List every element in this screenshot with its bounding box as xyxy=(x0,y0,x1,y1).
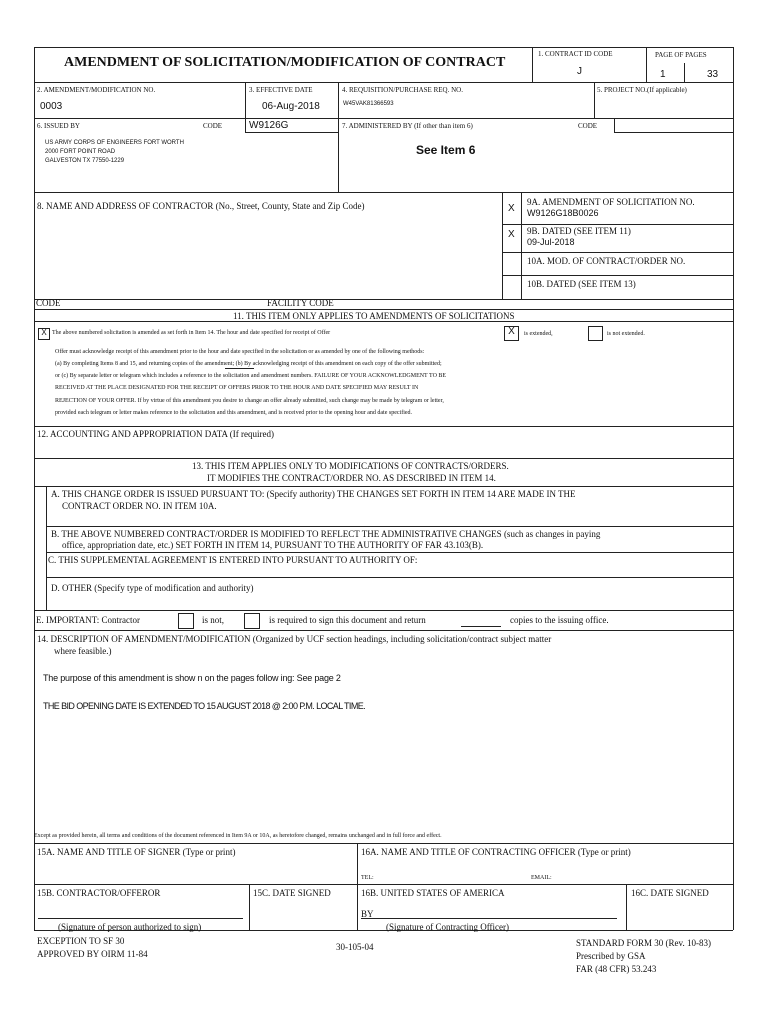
item-13a-text-cont: CONTRACT ORDER NO. IN ITEM 10A. xyxy=(62,501,217,511)
item-10a-label: 10A. MOD. OF CONTRACT/ORDER NO. xyxy=(527,256,686,266)
divider xyxy=(34,192,733,193)
divider xyxy=(34,458,733,459)
approved-label: APPROVED BY OIRM 11-84 xyxy=(37,949,148,959)
item-12-label: 12. ACCOUNTING AND APPROPRIATION DATA (If required) xyxy=(37,429,275,439)
item-13b-text-cont: office, appropriation date, etc.) SET FORTH IN ITEM 14, PURSUANT TO THE AUTHORITY OF FAR 43.103(B). xyxy=(62,540,484,550)
item-13d-text: D. OTHER (Specify type of modification and authority) xyxy=(51,583,254,593)
copies-returned-blank[interactable] xyxy=(225,368,254,369)
issued-code-value: W9126G xyxy=(249,120,289,131)
form-number: 30-105-04 xyxy=(336,942,374,952)
extended-checkbox[interactable] xyxy=(504,326,519,341)
checkbox-mark: X xyxy=(508,326,515,337)
contract-id-label: 1. CONTRACT ID CODE xyxy=(538,50,613,58)
email-label: EMAIL: xyxy=(531,875,552,881)
divider xyxy=(626,884,627,930)
divider xyxy=(502,224,733,225)
divider xyxy=(614,132,733,133)
contractor-signature-line[interactable] xyxy=(38,918,243,919)
divider xyxy=(34,610,733,611)
item-13a-text: A. THIS CHANGE ORDER IS ISSUED PURSUANT TO: (Specify authority) THE CHANGES SET FORTH IN ITEM 14 ARE MADE IN THE xyxy=(51,489,576,499)
item-13-heading: 13. THIS ITEM APPLIES ONLY TO MODIFICATIONS OF CONTRACTS/ORDERS. xyxy=(192,461,509,471)
divider xyxy=(34,309,733,310)
divider xyxy=(521,192,522,299)
divider xyxy=(34,82,733,83)
administered-by-value: See Item 6 xyxy=(416,143,476,157)
divider xyxy=(594,82,595,118)
is-required-label: is required to sign this document and return xyxy=(269,615,426,625)
form-border-right xyxy=(733,47,734,930)
divider xyxy=(34,426,733,427)
item-11-amended-checkbox[interactable] xyxy=(38,328,50,340)
divider xyxy=(34,630,733,631)
issuer-address-line: GALVESTON TX 77550-1229 xyxy=(45,158,125,164)
item-9a-value: W9126G18B0026 xyxy=(527,208,599,218)
officer-signature-line[interactable] xyxy=(361,918,617,919)
extended-label: is extended, xyxy=(524,331,553,337)
item-11-amended-text: The above numbered solicitation is amended as set forth in Item 14. The hour and date specified for receipt of Offer xyxy=(52,330,331,336)
divider xyxy=(502,275,733,276)
item-9a-checkmark: X xyxy=(508,203,515,214)
issuer-address-line: US ARMY CORPS OF ENGINEERS FORT WORTH xyxy=(45,140,184,146)
item-13c-text: C. THIS SUPPLEMENTAL AGREEMENT IS ENTERED INTO PURSUANT TO AUTHORITY OF: xyxy=(48,555,418,565)
item-11-instruction-line: Offer must acknowledge receipt of this amendment prior to the hour and date specified in the solicitation or as amended by one of the following methods: xyxy=(55,349,425,355)
signature-person-caption: (Signature of person authorized to sign) xyxy=(58,922,202,932)
bid-opening-extension-text: THE BID OPENING DATE IS EXTENDED TO 15 AUGUST 2018 @ 2:00 P.M. LOCAL TIME. xyxy=(43,701,366,711)
item-13b-text: B. THE ABOVE NUMBERED CONTRACT/ORDER IS MODIFIED TO REFLECT THE ADMINISTRATIVE CHANGES (such as changes in paying xyxy=(51,529,601,539)
is-not-label: is not, xyxy=(202,615,225,625)
divider xyxy=(245,118,246,132)
divider xyxy=(245,82,246,118)
facility-code-label: FACILITY CODE xyxy=(267,298,334,308)
divider xyxy=(502,192,503,299)
administered-code-label: CODE xyxy=(578,122,598,130)
divider xyxy=(357,843,358,930)
signer-name-label: 15A. NAME AND TITLE OF SIGNER (Type or print) xyxy=(37,847,236,857)
divider xyxy=(249,884,250,930)
not-extended-label: is not extended. xyxy=(607,331,645,337)
facility-code-underline xyxy=(263,299,348,300)
form-border-top xyxy=(34,47,733,48)
prescribed-by-label: Prescribed by GSA xyxy=(576,951,646,961)
divider xyxy=(34,118,733,119)
contract-id-value: J xyxy=(577,66,582,77)
amendment-no-value: 0003 xyxy=(40,101,63,112)
item-11-instruction-line: REJECTION OF YOUR OFFER. If by virtue of this amendment you desire to change an offer already submitted, such change may be made by telegram or letter, xyxy=(55,398,444,404)
divider xyxy=(502,252,733,253)
contractor-is-not-checkbox[interactable] xyxy=(178,613,194,629)
amendment-no-label: 2. AMENDMENT/MODIFICATION NO. xyxy=(37,86,156,94)
divider xyxy=(532,47,533,82)
item-13-subheading: IT MODIFIES THE CONTRACT/ORDER NO. AS DESCRIBED IN ITEM 14. xyxy=(207,473,496,483)
item-10b-label: 10B. DATED (SEE ITEM 13) xyxy=(527,279,636,289)
divider xyxy=(46,577,733,578)
page-of-pages-label: PAGE OF PAGES xyxy=(655,51,707,59)
divider xyxy=(338,118,339,192)
item-14-label: 14. DESCRIPTION OF AMENDMENT/MODIFICATION (Organized by UCF section headings, including solicitation/contract subject matter xyxy=(37,634,552,644)
issued-by-label: 6. ISSUED BY xyxy=(37,122,80,130)
amendment-purpose-text: The purpose of this amendment is show n on the pages follow ing: See page 2 xyxy=(43,673,341,683)
form-border-left xyxy=(34,47,35,930)
item-11-heading: 11. THIS ITEM ONLY APPLIES TO AMENDMENTS OF SOLICITATIONS xyxy=(233,311,515,321)
important-label: E. IMPORTANT: Contractor xyxy=(36,615,141,625)
contractor-code-label: CODE xyxy=(36,298,61,308)
signature-officer-caption: (Signature of Contracting Officer) xyxy=(386,922,510,932)
exception-label: EXCEPTION TO SF 30 xyxy=(37,936,125,946)
divider xyxy=(338,82,339,118)
divider xyxy=(646,47,647,82)
contracting-officer-name-label: 16A. NAME AND TITLE OF CONTRACTING OFFICER (Type or print) xyxy=(361,847,631,857)
divider xyxy=(34,486,733,487)
form-title: AMENDMENT OF SOLICITATION/MODIFICATION OF CONTRACT xyxy=(64,55,506,70)
item-9b-value: 09-Jul-2018 xyxy=(527,237,575,247)
checkbox-mark: X xyxy=(41,328,47,337)
requisition-value: W45VAK81366593 xyxy=(343,101,394,107)
requisition-label: 4. REQUISITION/PURCHASE REQ. NO. xyxy=(342,86,463,94)
contractor-is-required-checkbox[interactable] xyxy=(244,613,260,629)
divider xyxy=(684,63,685,82)
item-11-instruction-line: RECEIVED AT THE PLACE DESIGNATED FOR THE RECEIPT OF OFFERS PRIOR TO THE HOUR AND DATE SPECIFIED MAY RESULT IN xyxy=(55,385,419,391)
item-11-instruction-line: or (c) By separate letter or telegram which includes a reference to the solicitation and amendment numbers. FAILURE OF YOUR ACKNOWLEDGMENT TO BE xyxy=(55,373,447,379)
standard-form-label: STANDARD FORM 30 (Rev. 10-83) xyxy=(576,938,711,948)
project-no-label: 5. PROJECT NO.(If applicable) xyxy=(597,86,687,94)
divider xyxy=(245,132,338,133)
united-states-label: 16B. UNITED STATES OF AMERICA xyxy=(361,888,505,898)
item-9b-checkmark: X xyxy=(508,229,515,240)
divider xyxy=(34,843,733,844)
divider xyxy=(46,552,733,553)
not-extended-checkbox[interactable] xyxy=(588,326,603,341)
divider xyxy=(34,299,733,300)
copies-count-blank[interactable] xyxy=(461,626,501,627)
tel-label: TEL: xyxy=(361,875,374,881)
far-citation-label: FAR (48 CFR) 53.243 xyxy=(576,964,657,974)
officer-date-signed-label: 16C. DATE SIGNED xyxy=(631,888,709,898)
contractor-date-signed-label: 15C. DATE SIGNED xyxy=(253,888,331,898)
terms-unchanged-text: Except as provided herein, all terms and conditions of the document referenced in Item 9A or 10A, as heretofore changed, remains unchanged and in full force and effect. xyxy=(34,833,442,839)
item-9b-label: 9B. DATED (SEE ITEM 11) xyxy=(527,226,631,236)
divider xyxy=(34,884,733,885)
item-11-instruction-line: (a) By completing Items 8 and 15, and returning copies of the amendment; (b) By acknowledging receipt of this amendment on each copy of the offer submitted; xyxy=(55,361,442,367)
item-9a-label: 9A. AMENDMENT OF SOLICITATION NO. xyxy=(527,197,695,207)
copies-issuing-office-label: copies to the issuing office. xyxy=(510,615,609,625)
item-11-instruction-line: provided each telegram or letter makes reference to the solicitation and this amendment, and is received prior to the opening hour and date specified. xyxy=(55,410,413,416)
contractor-address-label: 8. NAME AND ADDRESS OF CONTRACTOR (No., Street, County, State and Zip Code) xyxy=(37,201,365,211)
issuer-address-line: 2000 FORT POINT ROAD xyxy=(45,149,116,155)
issued-code-label: CODE xyxy=(203,122,223,130)
divider xyxy=(46,526,733,527)
by-label: BY xyxy=(361,909,374,919)
effective-date-value: 06-Aug-2018 xyxy=(262,101,320,112)
page-number: 1 xyxy=(660,69,666,80)
item-14-label-cont: where feasible.) xyxy=(54,646,112,656)
administered-by-label: 7. ADMINISTERED BY (If other than item 6) xyxy=(342,122,473,130)
divider xyxy=(46,486,47,610)
contractor-offeror-label: 15B. CONTRACTOR/OFFEROR xyxy=(37,888,161,898)
effective-date-label: 3. EFFECTIVE DATE xyxy=(249,86,313,94)
total-pages: 33 xyxy=(707,69,719,80)
divider xyxy=(614,118,615,132)
